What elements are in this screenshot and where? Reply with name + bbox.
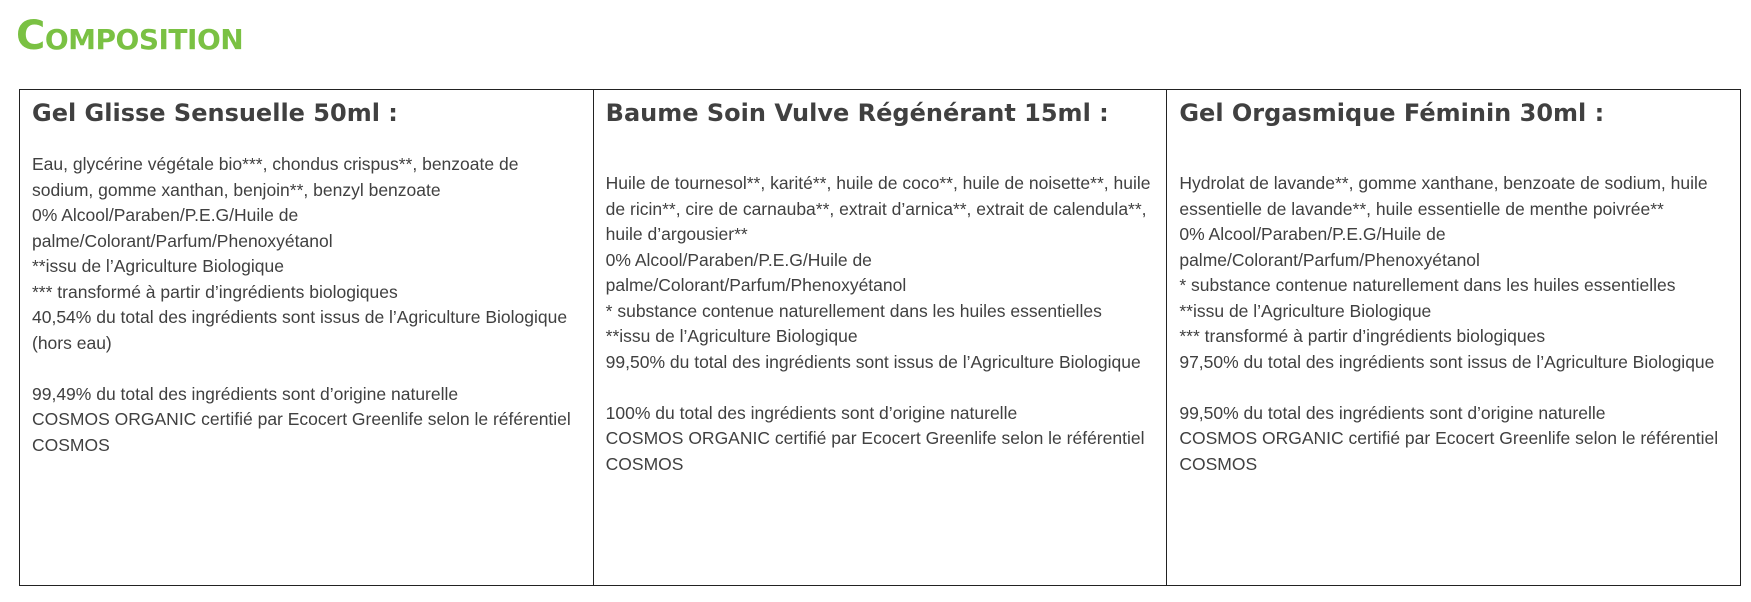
note-line: * substance contenue naturellement dans les huiles essentielles <box>605 300 1102 321</box>
composition-table <box>19 89 1741 586</box>
note-line: 97,50% du total des ingrédients sont issus de l’Agriculture Biologique <box>1179 351 1715 372</box>
product-heading: Baume Soin Vulve Régénérant 15ml : <box>605 99 1109 127</box>
ingredients-text: Huile de tournesol**, karité**, huile de coco**, huile de noisette**, huile de ricin**, cire de carnauba**, extrait d’arnica**, extrait de calendula**, huile d’argousier** <box>605 173 1151 244</box>
product-column-gel-glisse <box>20 90 594 585</box>
note-line: 99,50% du total des ingrédients sont issus de l’Agriculture Biologique <box>605 351 1141 372</box>
natural-origin-text: 99,50% du total des ingrédients sont d’origine naturelle <box>1179 402 1606 423</box>
natural-origin-text: 100% du total des ingrédients sont d’origine naturelle <box>605 402 1018 423</box>
note-line: * substance contenue naturellement dans les huiles essentielles <box>1179 275 1676 295</box>
certification-text: COSMOS ORGANIC certifié par Ecocert Greenlife selon le référentiel COSMOS <box>605 428 1145 474</box>
product-heading: Gel Orgasmique Féminin 30ml : <box>1179 99 1605 127</box>
note-line: **issu de l’Agriculture Biologique <box>32 256 284 276</box>
natural-origin-text: 99,49% du total des ingrédients sont d’origine naturelle <box>32 383 459 404</box>
product-column-gel-orgasmique <box>1167 90 1740 585</box>
ingredients-text: Eau, glycérine végétale bio***, chondus crispus**, benzoate de sodium, gomme xanthan, benjoin**, benzyl benzoate <box>32 154 519 200</box>
spacer <box>606 375 1157 401</box>
note-line: *** transformé à partir d’ingrédients biologiques <box>32 281 398 302</box>
certification-text: COSMOS ORGANIC certifié par Ecocert Greenlife selon le référentiel COSMOS <box>32 409 571 455</box>
note-line: **issu de l’Agriculture Biologique <box>605 326 858 346</box>
certification-text: COSMOS ORGANIC certifié par Ecocert Greenlife selon le référentiel COSMOS <box>1179 428 1719 474</box>
free-from-text: 0% Alcool/Paraben/P.E.G/Huile de palme/Colorant/Parfum/Phenoxyétanol <box>1179 224 1480 270</box>
product-column-baume-soin <box>594 90 1168 585</box>
product-composition <box>32 152 583 458</box>
free-from-text: 0% Alcool/Paraben/P.E.G/Huile de palme/Colorant/Parfum/Phenoxyétanol <box>32 205 333 251</box>
note-line: **issu de l’Agriculture Biologique <box>1179 300 1432 321</box>
free-from-text: 0% Alcool/Paraben/P.E.G/Huile de palme/Colorant/Parfum/Phenoxyétanol <box>605 249 907 295</box>
page-title: Composition <box>16 13 244 59</box>
note-line: *** transformé à partir d’ingrédients biologiques <box>1179 326 1546 346</box>
spacer <box>32 356 583 382</box>
product-composition <box>606 171 1157 477</box>
note-line: 40,54% du total des ingrédients sont issus de l’Agriculture Biologique (hors eau) <box>32 307 568 353</box>
product-composition <box>1179 171 1730 477</box>
ingredients-text: Hydrolat de lavande**, gomme xanthane, benzoate de sodium, huile essentielle de lavande**, huile essentielle de menthe poivrée** <box>1179 173 1708 219</box>
product-heading: Gel Glisse Sensuelle 50ml : <box>32 99 398 127</box>
spacer <box>1179 375 1730 401</box>
